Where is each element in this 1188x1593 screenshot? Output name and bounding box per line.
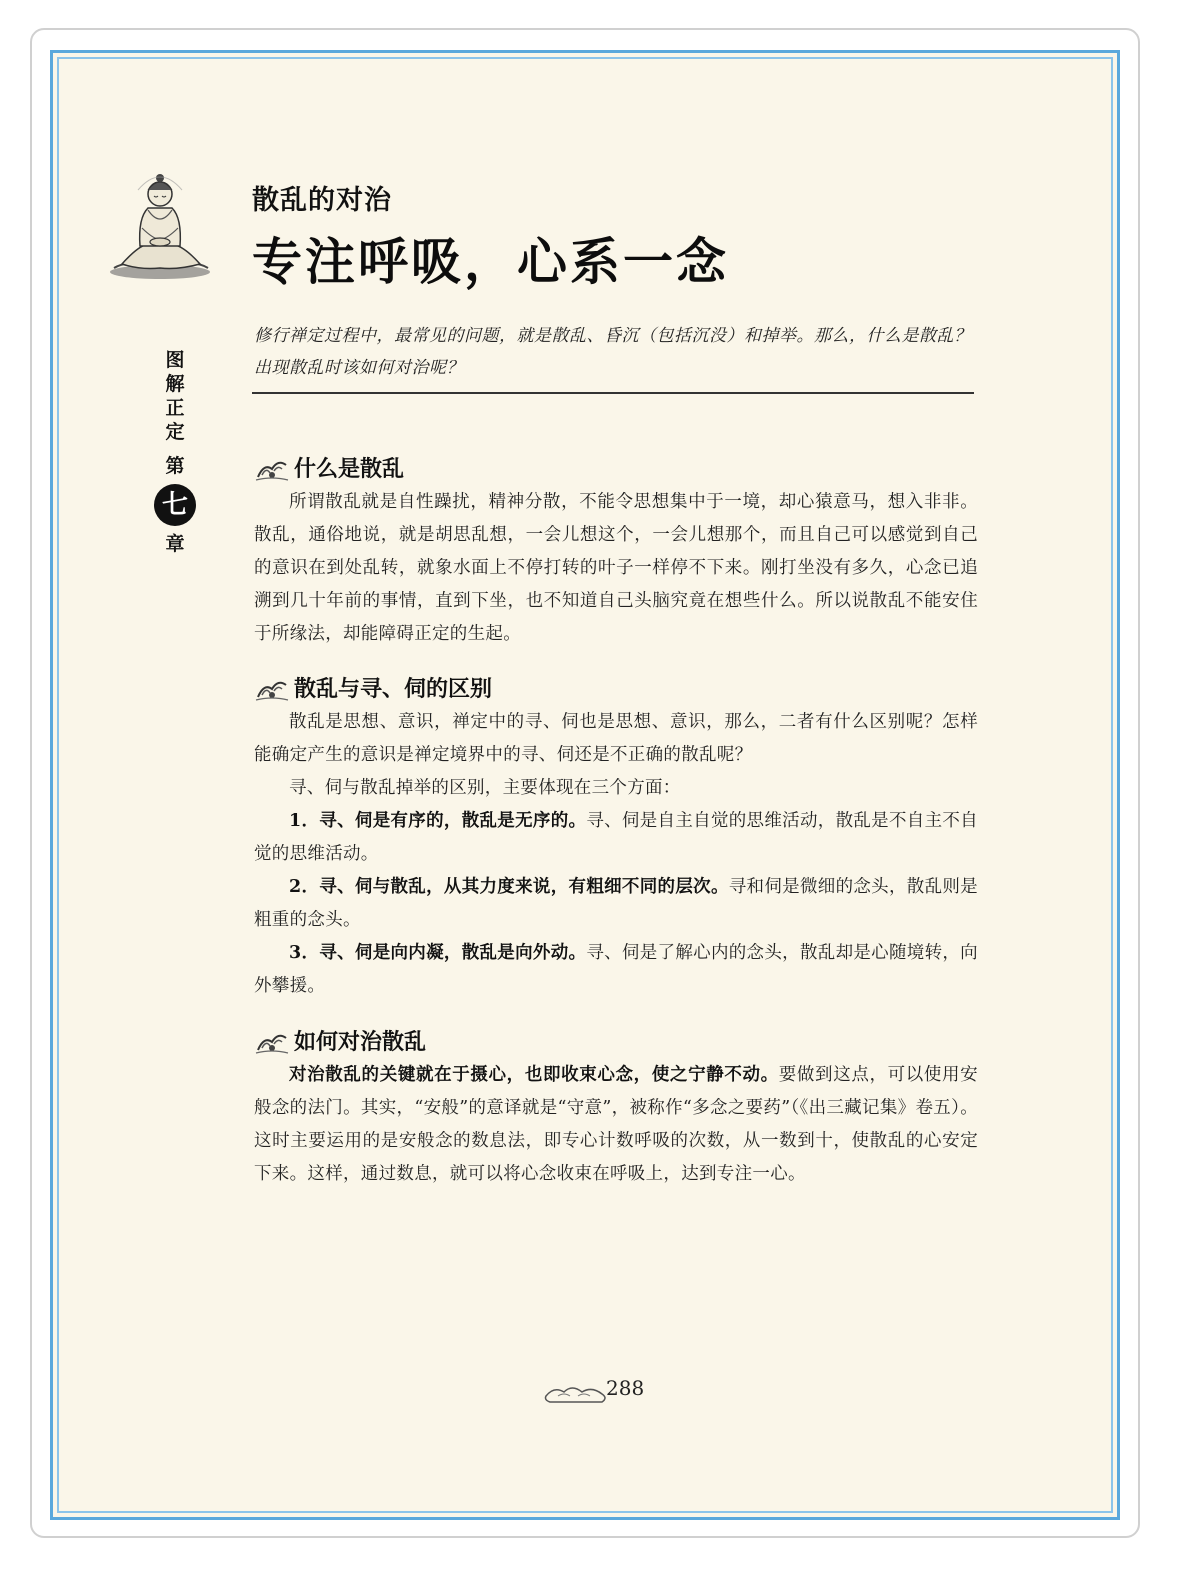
chapter-suffix: 章 (165, 533, 185, 555)
body-paragraph: 寻、伺与散乱掉举的区别，主要体现在三个方面： (289, 778, 681, 798)
body-paragraph: 散乱是思想、意识，禅定中的寻、伺也是思想、意识，那么，二者有什么区别呢？怎样能确定产生的意识是禅定境界中的寻、伺还是不正确的散乱呢？ (254, 712, 978, 765)
chapter-side-tab (152, 348, 198, 556)
point-bold: 1．寻、伺是有序的，散乱是无序的。 (289, 811, 587, 831)
book-title-char: 图 (165, 349, 185, 371)
cloud-ornament-icon (544, 1382, 610, 1406)
book-title-char: 定 (165, 421, 185, 443)
point-bold: 2．寻、伺与散乱，从其力度来说，有粗细不同的层次。 (289, 877, 729, 897)
lotus-flower-icon (254, 675, 290, 703)
section-kicker: 散乱的对治 (252, 185, 392, 216)
section-heading-text: 什么是散乱 (294, 456, 405, 482)
book-title-char: 正 (165, 397, 185, 419)
point-paragraph (254, 805, 978, 871)
point-paragraph (254, 937, 978, 1003)
chapter-prefix: 第 (165, 455, 185, 477)
lotus-flower-icon (254, 455, 290, 483)
section-heading (254, 1025, 978, 1059)
intro-divider (252, 392, 974, 394)
lead-bold: 对治散乱的关键就在于摄心，也即收束心念，使之宁静不动。 (289, 1065, 779, 1085)
intro-paragraph: 修行禅定过程中，最常见的问题，就是散乱、昏沉（包括沉没）和掉举。那么，什么是散乱？出现散乱时该如何对治呢？ (254, 326, 972, 378)
book-title-char: 解 (165, 373, 185, 395)
section-heading (254, 452, 978, 486)
point-bold: 3．寻、伺是向内凝，散乱是向外动。 (289, 943, 587, 963)
point-text: 寻和伺是微细的念头，散乱则是粗重的念头。 (254, 877, 978, 930)
section-how-to-counter-distraction (254, 1025, 978, 1191)
section-heading (254, 672, 978, 706)
section-distraction-vs-vitakka (254, 672, 978, 1003)
point-paragraph (254, 871, 978, 937)
page-number-footer (544, 1374, 644, 1408)
lead-text: 要做到这点，可以使用安般念的法门。其实，“安般”的意译就是“守意”，被称作“多念之要药”（《出三藏记集》卷五）。这时主要运用的是安般念的数息法，即专心计数呼吸的次数，从一数到十，使散乱的心安定下来。这样，通过数息，就可以将心念收束在呼吸上，达到专注一心。 (254, 1065, 978, 1184)
page-title: 专注呼吸，心系一念 (252, 232, 729, 291)
buddha-illustration-icon (108, 168, 212, 280)
section-heading-text: 散乱与寻、伺的区别 (294, 676, 493, 702)
chapter-number-badge: 七 (154, 484, 196, 526)
point-text: 寻、伺是自主自觉的思维活动，散乱是不自主不自觉的思维活动。 (254, 811, 978, 864)
section-heading-text: 如何对治散乱 (294, 1029, 427, 1055)
point-text: 寻、伺是了解心内的念头，散乱却是心随境转，向外攀援。 (254, 943, 978, 996)
lotus-flower-icon (254, 1028, 290, 1056)
page-number: 288 (606, 1376, 645, 1400)
body-paragraph (254, 1059, 978, 1191)
section-what-is-distraction (254, 452, 978, 651)
body-paragraph: 所谓散乱就是自性躁扰，精神分散，不能令思想集中于一境，却心猿意马，想入非非。散乱，通俗地说，就是胡思乱想，一会儿想这个，一会儿想那个，而且自己可以感觉到自己的意识在到处乱转，就象水面上不停打转的叶子一样停不下来。刚打坐没有多久，心念已追溯到几十年前的事情，直到下坐，也不知道自己头脑究竟在想些什么。所以说散乱不能安住于所缘法，却能障碍正定的生起。 (254, 492, 978, 644)
